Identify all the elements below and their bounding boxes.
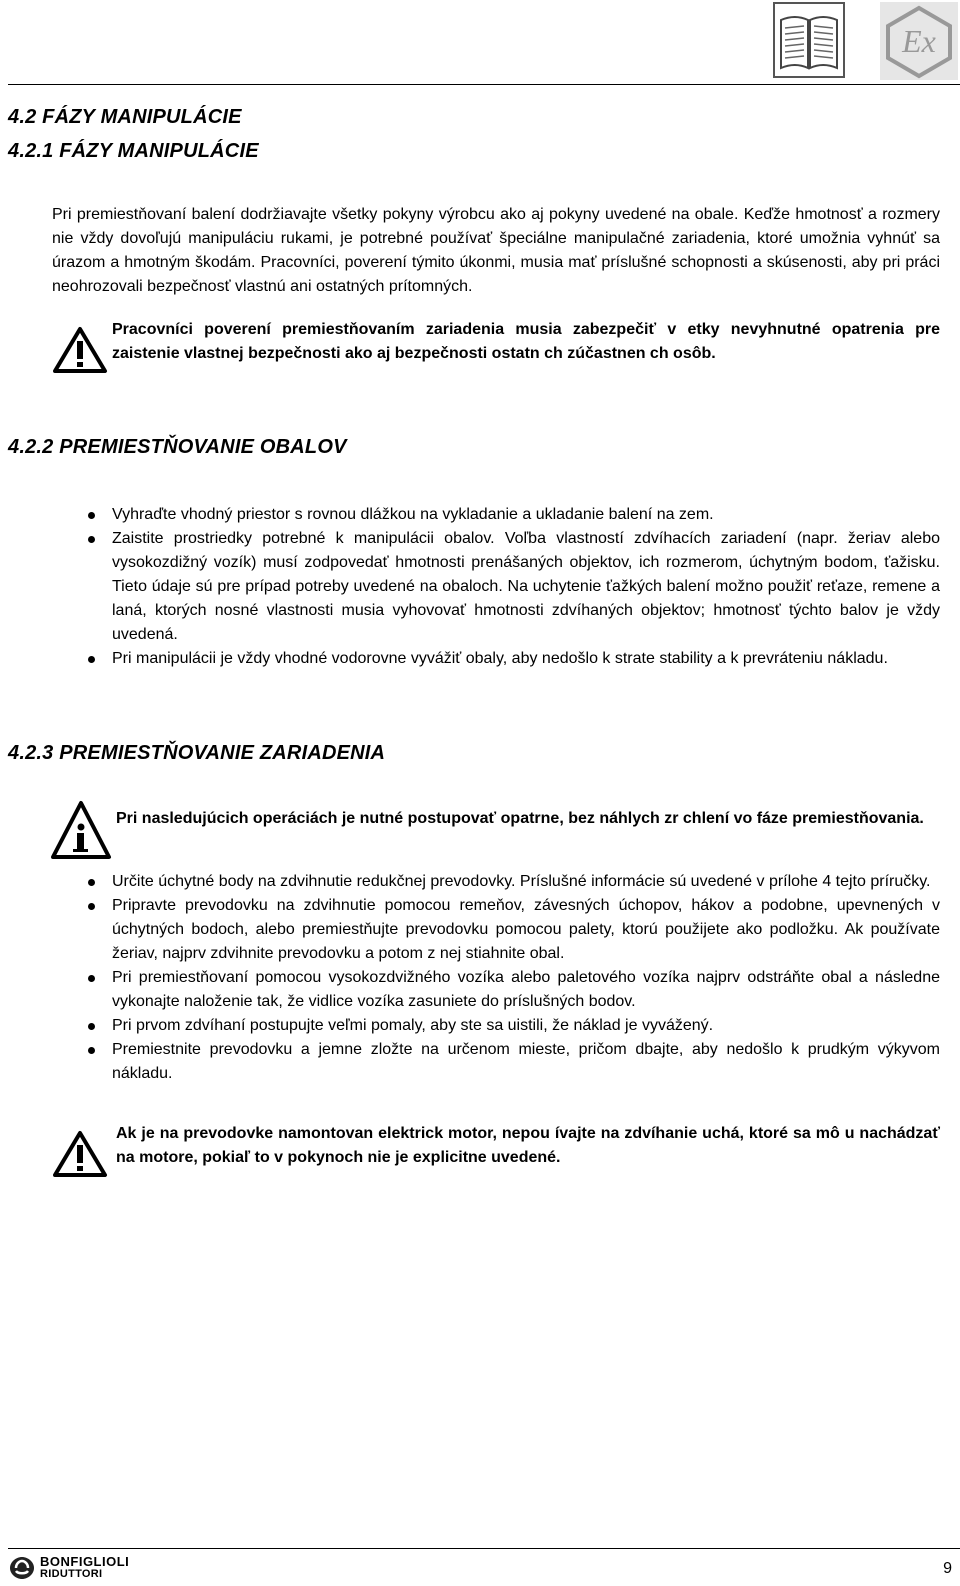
moving-bullet-list [88,870,940,1086]
intro-paragraph: Pri premiestňovaní balení dodržiavajte všetky pokyny výrobcu ako aj pokyny uvedené na obale. Keďže hmotnosť a rozmery nie vždy dovoľujú manipuláciu rukami, je potrebné používať špeciálne manipulačné zariadenia, ktoré umožnia vyhnúť sa úrazom a hmotným škodám. Pracovníci, poverení týmito úkonmi, musia mať príslušné schopnosti a skúsenosti, aby pri práci neohrozovali bezpečnosť vlastnú ani ostatných prítomných. [52,206,940,295]
subsection-title-4-2-3: 4.2.3 PREMIESTŇOVANIE ZARIADENIA [8,742,386,764]
page-number: 9 [943,1560,952,1577]
svg-text:Ex: Ex [902,23,936,59]
section-title: 4.2 FÁZY MANIPULÁCIE [8,106,242,128]
info-text-moving: Pri nasledujúcich operáciách je nutné postupovať opatrne, bez náhlych zr chlení vo fáze premiestňovania. [116,810,924,827]
atex-ex-icon [880,2,958,80]
bullet-icon [88,1023,95,1030]
list-item: Určite úchytné body na zdvihnutie redukčnej prevodovky. Príslušné informácie sú uvedené v prílohe 4 tejto príručky. [88,870,940,894]
bullet-icon [88,512,95,519]
bonfiglioli-logo [8,1553,168,1583]
list-item: Vyhraďte vhodný priestor s rovnou dlážkou na vykladanie a ukladanie balení na zem. [88,503,940,527]
list-item: Pri manipulácii je vždy vhodné vodorovne vyvážiť obaly, aby nedošlo k strate stability a k prevráteniu nákladu. [88,647,940,671]
warning-icon [52,1130,108,1178]
footer-rule [8,1548,960,1549]
list-item: Pripravte prevodovku na zdvihnutie pomocou remeňov, závesných úchopov, hákov a podobne, upevnených v úchytných bodoch, alebo premiestňujte prevodovku pomocou palety, ktorú použijete ako podložku. Ak používate žeriav, najprv zdvihnite prevodovku a potom z nej stiahnite obal. [88,894,940,966]
warning-icon [52,326,108,374]
list-item: Pri prvom zdvíhaní postupujte veľmi pomaly, aby ste sa uistili, že náklad je vyvážený. [88,1014,940,1038]
list-item: Zaistite prostriedky potrebné k manipulácii obalov. Voľba vlastností zdvíhacích zariadení (napr. žeriav alebo vysokozdižný vozík) musí zodpovedať hmotnosti prenášaných objektov, ich rozmerom, úchytným bodom, ťažisku. Tieto údaje sú pre prípad potreby uvedené na obaloch. Na uchytenie ťažkých balení možno použiť reťaze, remene a laná, ktorých nosné vlastnosti musia vyhovovať hmotnosti zdvíhaných objektov; hmotnosť týchto balov je vždy uvedená. [88,527,940,647]
bullet-icon [88,656,95,663]
subsection-title-4-2-2: 4.2.2 PREMIESTŇOVANIE OBALOV [8,436,347,458]
logo-line-1: BONFIGLIOLI [40,1554,130,1569]
bonfiglioli-logo-mark-icon [8,1555,36,1581]
bullet-icon [88,1047,95,1054]
bullet-icon [88,536,95,543]
list-item: Pri premiestňovaní pomocou vysokozdvižného vozíka alebo paletového vozíka najprv odstráňte obal a následne vykonajte naloženie tak, že vidlice vozíka zasuniete do príslušných bodov. [88,966,940,1014]
warning-text-motor: Ak je na prevodovke namontovan elektrick motor, nepou ívajte na zdvíhanie uchá, ktoré sa mô u nachádzať na motore, pokiaľ to v pokynoch nie je explicitne uvedené. [116,1125,940,1166]
subsection-title-4-2-1: 4.2.1 FÁZY MANIPULÁCIE [8,140,259,162]
warning-text-handling: Pracovníci poverení premiestňovaním zariadenia musia zabezpečiť v etky nevyhnutné opatrenia pre zaistenie vlastnej bezpečnosti ako aj bezpečnosti ostatn ch zúčastnen ch osôb. [112,321,940,362]
bullet-icon [88,975,95,982]
list-item: Premiestnite prevodovku a jemne zložte na určenom mieste, pričom dbajte, aby nedošlo k prudkým výkyvom nákladu. [88,1038,940,1086]
bullet-icon [88,903,95,910]
bullet-icon [88,879,95,886]
logo-line-2: RIDUTTORI [40,1568,103,1580]
packaging-bullet-list [88,503,940,671]
info-icon [50,800,112,862]
manual-book-icon [773,2,845,78]
header-rule [8,84,960,85]
